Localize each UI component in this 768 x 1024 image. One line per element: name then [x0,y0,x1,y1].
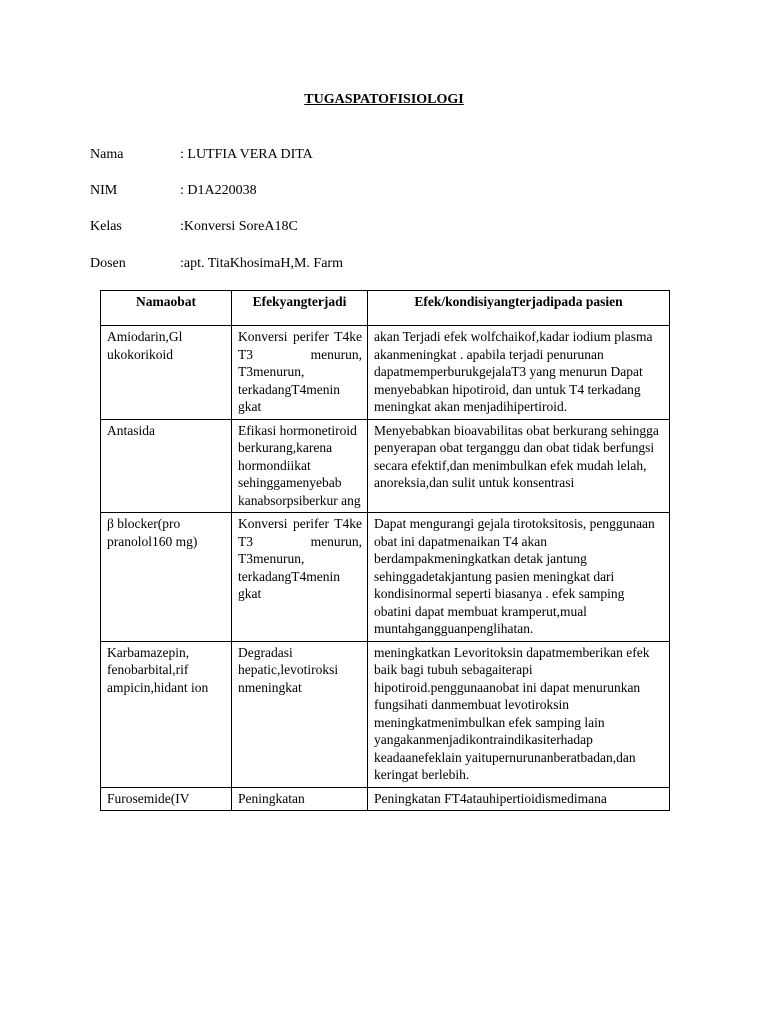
medication-table [100,290,670,811]
table-row [101,641,670,787]
info-value: : D1A220038 [180,183,257,198]
effect-cell: Konversi perifer T4ke T3 menurun, T3menurun, terkadangT4menin gkat [232,326,368,420]
patient-effect-cell: Menyebabkan bioavabilitas obat berkurang sehingga penyerapan obat terganggu dan obat tidak berfungsi secara efektif,dan menimbulkan efek mudah lelah, anoreksia,dan sulit untuk konsentrasi [368,419,670,513]
patient-effect-cell: meningkatkan Levoritoksin dapatmemberikan efek baik bagi tubuh sebagaiterapi hipotiroid.penggunaanobat ini dapat menurunkan fungsihati danmembuat levotiroksin meningkatmenimbulkan efek samping lain yangakanmenjadikontraindikasiterhadap keadaanefeklain yaitupernurunanberatbadan,dan keringat berlebih. [368,641,670,787]
info-value: :Konversi SoreA18C [180,219,298,234]
patient-effect-cell: Peningkatan FT4atauhipertioidismedimana [368,787,670,811]
info-value: : LUTFIA VERA DITA [180,147,313,162]
info-label: NIM [90,183,118,198]
table-header-row [101,291,670,326]
drug-cell: Karbamazepin, fenobarbital,rif ampicin,hidant ion [101,641,232,787]
info-value: :apt. TitaKhosimaH,M. Farm [180,256,343,271]
document-title: TUGASPATOFISIOLOGI [304,92,464,107]
info-label: Kelas [90,219,122,234]
info-label: Dosen [90,256,126,271]
effect-cell: Degradasi hepatic,levotiroksi nmeningkat [232,641,368,787]
table-row [101,326,670,420]
info-label: Nama [90,147,124,162]
effect-cell: Peningkatan [232,787,368,811]
table-row [101,513,670,642]
header-effect: Efekyangterjadi [232,291,368,326]
drug-cell: Antasida [101,419,232,513]
patient-effect-cell: akan Terjadi efek wolfchaikof,kadar iodium plasma akanmeningkat . apabila terjadi penurunan dapatmemperburukgejalaT3 yang menurun Dapat menyebabkan hipotiroid, dan untuk T4 terkadang meningkat akan menjadihipertiroid. [368,326,670,420]
drug-cell: β blocker(pro pranolol160 mg) [101,513,232,642]
header-patient-effect: Efek/kondisiyangterjadipada pasien [368,291,670,326]
drug-cell: Amiodarin,Gl ukokorikoid [101,326,232,420]
effect-cell: Konversi perifer T4ke T3 menurun, T3menurun, terkadangT4menin gkat [232,513,368,642]
table-row [101,787,670,811]
drug-cell: Furosemide(IV [101,787,232,811]
effect-cell: Efikasi hormonetiroid berkurang,karena hormondiikat sehinggamenyebab kanabsorpsiberkur ang [232,419,368,513]
patient-effect-cell: Dapat mengurangi gejala tirotoksitosis, penggunaan obat ini dapatmenaikan T4 akan berdampakmeningkatkan detak jantung sehinggadetakjantung pasien meningkat dari kondisinormal seperti biasanya . efek samping obatini dapat membuat kramperut,mual muntahgangguanpenglihatan. [368,513,670,642]
header-drug-name: Namaobat [101,291,232,326]
table-row [101,419,670,513]
